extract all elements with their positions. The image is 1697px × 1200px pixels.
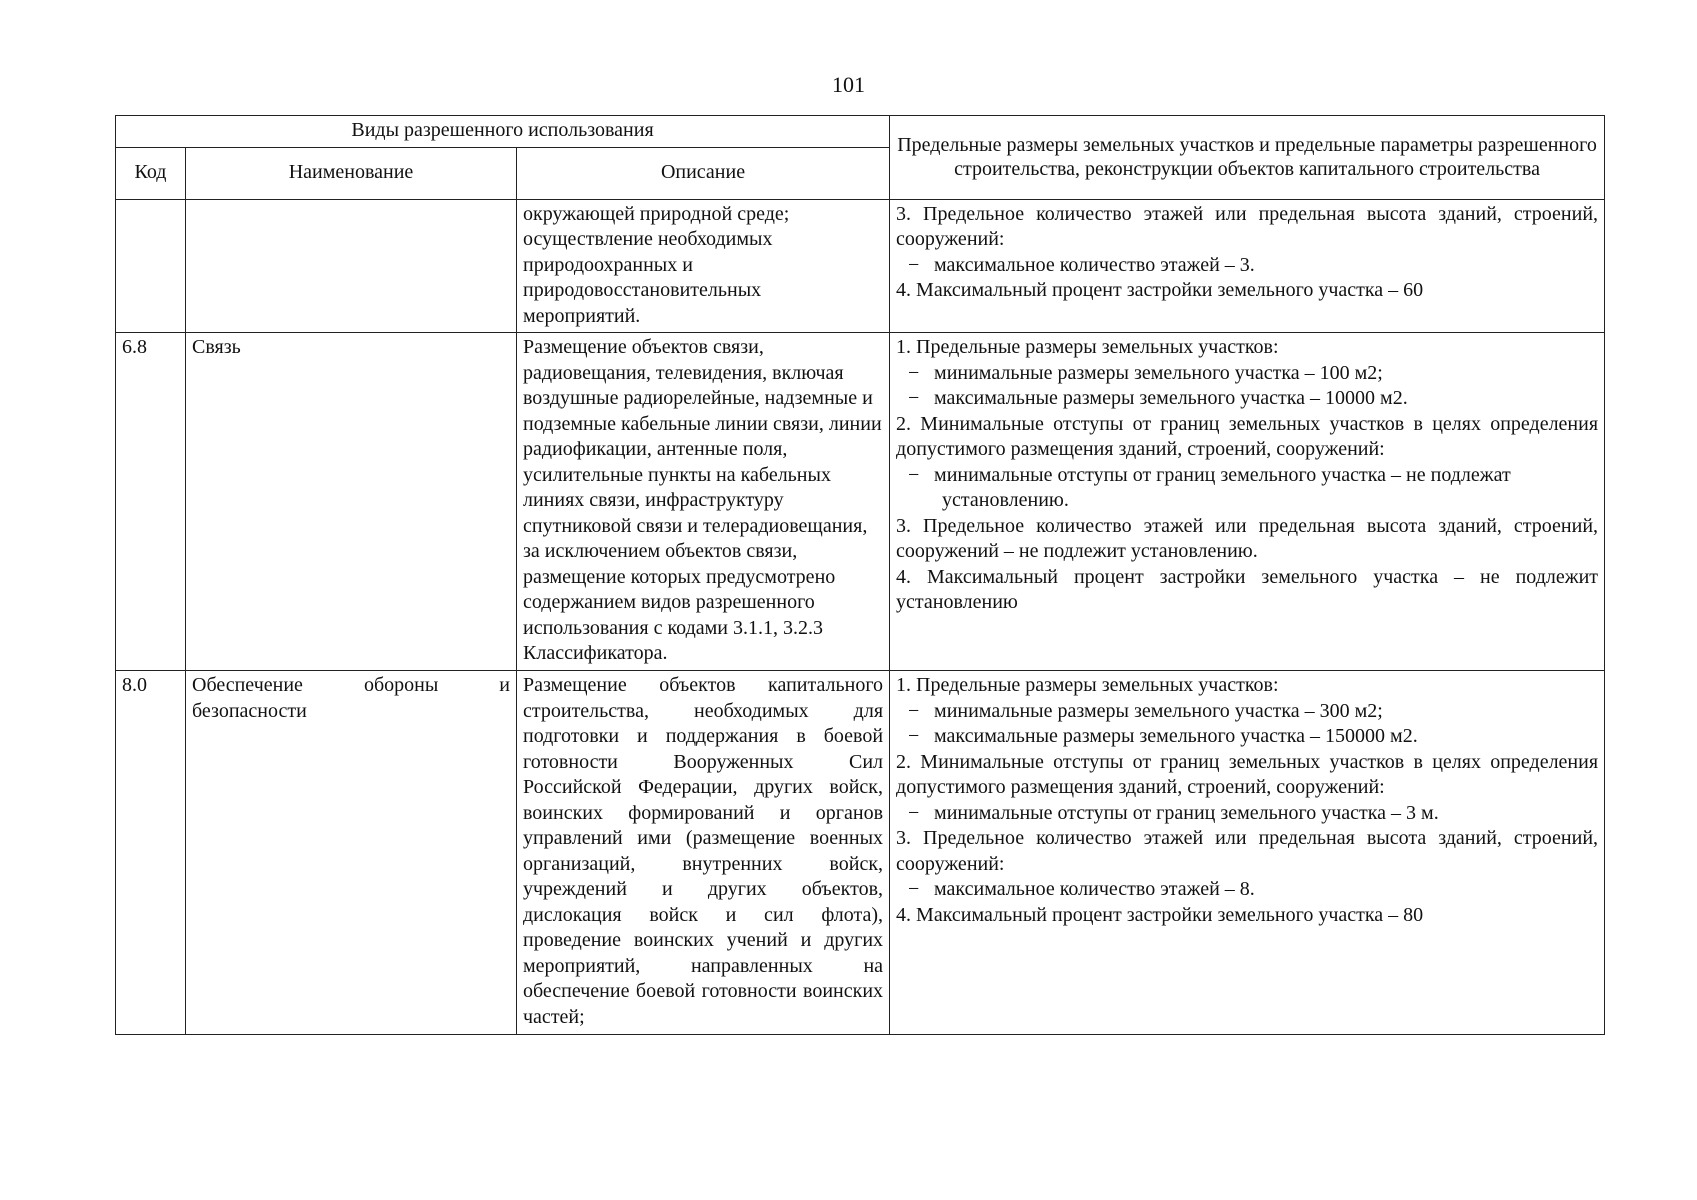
header-code: Код xyxy=(116,147,186,199)
param-line: 4. Максимальный процент застройки земельного участка – не подлежит установлению xyxy=(896,565,1599,613)
param-line: 4. Максимальный процент застройки земельного участка – 60 xyxy=(896,279,1424,301)
page-number: 101 xyxy=(832,72,865,97)
table-row xyxy=(116,333,1605,671)
param-bullet: − минимальные отступы от границ земельного участка – не подлежат xyxy=(896,463,1598,489)
table-header-row xyxy=(116,116,1605,148)
row-description: Размещение объектов связи, радиовещания, телевидения, включая воздушные радиорелейные, надземные и подземные кабельные линии связи, линии радиофикации, антенные поля, усилительные пункты на кабельных линиях связи, инфраструктуру спутниковой связи и телерадиовещания, за исключением объектов связи, размещение которых предусмотрено содержанием видов разрешенного использования с кодами 3.1.1, 3.2.3 Классификатора. xyxy=(517,333,890,671)
header-name: Наименование xyxy=(186,147,517,199)
row-params xyxy=(890,671,1605,1035)
param-bullet: − максимальные размеры земельного участка – 10000 м2. xyxy=(896,386,1598,412)
row-code xyxy=(116,199,186,333)
param-bullet: − максимальное количество этажей – 3. xyxy=(896,253,1598,279)
param-line: 3. Предельное количество этажей или предельная высота зданий, строений, сооружений: xyxy=(896,202,1599,250)
row-description: окружающей природной среде; осуществление необходимых природоохранных и природовосстановительных мероприятий. xyxy=(517,199,890,333)
header-params: Предельные размеры земельных участков и предельные параметры разрешенного строительства, реконструкции объектов капитального строительства xyxy=(890,116,1605,200)
param-line: 2. Минимальные отступы от границ земельных участков в целях определения допустимого размещения зданий, строений, сооружений: xyxy=(896,412,1599,460)
param-bullet: − максимальное количество этажей – 8. xyxy=(896,877,1598,903)
header-group-title: Виды разрешенного использования xyxy=(116,116,890,148)
row-params xyxy=(890,333,1605,671)
param-bullet: − минимальные отступы от границ земельного участка – 3 м. xyxy=(896,801,1598,827)
row-name xyxy=(186,199,517,333)
param-bullet: − максимальные размеры земельного участка – 150000 м2. xyxy=(896,724,1598,750)
param-line: 3. Предельное количество этажей или предельная высота зданий, строений, сооружений: xyxy=(896,827,1599,875)
table-row xyxy=(116,199,1605,333)
row-code: 8.0 xyxy=(116,671,186,1035)
row-name: Связь xyxy=(186,333,517,671)
param-line: 3. Предельное количество этажей или предельная высота зданий, строений, сооружений – не подлежит установлению. xyxy=(896,514,1599,562)
param-line: 1. Предельные размеры земельных участков: xyxy=(896,674,1279,696)
param-line: 2. Минимальные отступы от границ земельных участков в целях определения допустимого размещения зданий, строений, сооружений: xyxy=(896,750,1599,798)
param-line: 1. Предельные размеры земельных участков: xyxy=(896,336,1279,358)
row-name: Обеспечение обороны и безопасности xyxy=(186,671,517,1035)
zoning-table xyxy=(115,115,1605,1035)
param-line: 4. Максимальный процент застройки земельного участка – 80 xyxy=(896,903,1424,926)
param-bullet: − минимальные размеры земельного участка – 100 м2; xyxy=(896,361,1598,387)
row-code: 6.8 xyxy=(116,333,186,671)
row-description: Размещение объектов капитального строительства, необходимых для подготовки и поддержания в боевой готовности Вооруженных Сил Российской Федерации, других войск, воинских формирований и органов управлений ими (размещение военных организаций, внутренних войск, учреждений и других объектов, дислокация войск и сил флота), проведение воинских учений и других мероприятий, направленных на обеспечение боевой готовности воинских частей; xyxy=(517,671,890,1035)
header-description: Описание xyxy=(517,147,890,199)
row-params xyxy=(890,199,1605,333)
table-row xyxy=(116,671,1605,1035)
param-bullet: − минимальные размеры земельного участка – 300 м2; xyxy=(896,699,1598,725)
param-bullet-continuation: установлению. xyxy=(942,489,1069,511)
